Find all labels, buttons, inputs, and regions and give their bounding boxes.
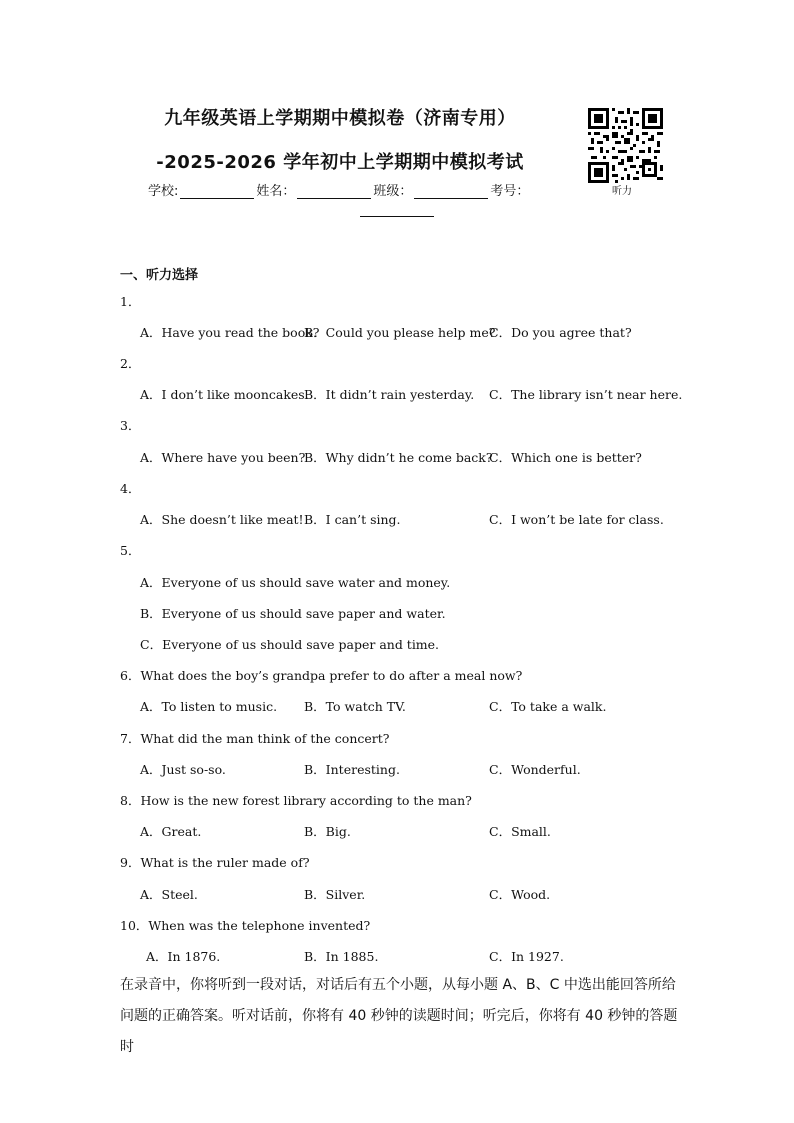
school-blank[interactable]: [180, 186, 254, 199]
question-number: 8．: [120, 793, 141, 808]
class-label: 班级：: [373, 184, 413, 199]
name-blank[interactable]: [297, 186, 371, 199]
option-c[interactable]: C．I won’t be late for class.: [489, 512, 664, 527]
option-b[interactable]: B．Big.: [304, 824, 351, 839]
option-c[interactable]: C．Do you agree that?: [489, 325, 632, 340]
option-b[interactable]: B．To watch TV.: [304, 699, 406, 714]
question-number: 5．: [120, 543, 141, 558]
question-number: 2．: [120, 356, 141, 371]
class-blank[interactable]: [414, 186, 488, 199]
question-number: 9．: [120, 855, 141, 870]
exam-title-line1: 九年级英语上学期期中模拟卷（济南专用）: [164, 108, 516, 129]
question-text: When was the telephone invented?: [148, 918, 371, 933]
instructions-paragraph: 在录音中，你将听到一段对话，对话后有五个小题，从每小题 A、B、C 中选出能回答所给问题的正确答案。听对话前，你将有 40 秒钟的读题时间；听完后，你将有 40 秒钟的答题时: [120, 977, 678, 1055]
question-text: What is the ruler made of?: [140, 855, 310, 870]
question-number: 10．: [120, 918, 149, 933]
qr-label: 听力: [612, 186, 632, 197]
exam-no-label: 考号：: [490, 184, 530, 199]
option-a[interactable]: A．Where have you been?: [140, 450, 306, 465]
question-number: 6．: [120, 668, 141, 683]
option-c[interactable]: C．Small.: [489, 824, 551, 839]
option-c[interactable]: C．In 1927.: [489, 949, 564, 964]
question-stem: [120, 916, 370, 934]
school-label: 学校:: [148, 184, 179, 199]
option-b[interactable]: B．In 1885.: [304, 949, 379, 964]
option-c[interactable]: C．Everyone of us should save paper and time.: [140, 637, 440, 652]
option-b[interactable]: B．Why didn’t he come back?: [304, 450, 493, 465]
question-text: How is the new forest library according to the man?: [140, 793, 472, 808]
question-text: What did the man think of the concert?: [140, 731, 390, 746]
option-b[interactable]: B．It didn’t rain yesterday.: [304, 387, 475, 402]
question-stem: [120, 666, 522, 684]
option-b[interactable]: B．I can’t sing.: [304, 512, 401, 527]
option-c[interactable]: C．To take a walk.: [489, 699, 607, 714]
option-b[interactable]: B．Interesting.: [304, 762, 400, 777]
student-info-row: [148, 180, 529, 199]
option-a[interactable]: A．In 1876.: [146, 949, 221, 964]
exam-no-blank[interactable]: [360, 202, 434, 217]
option-c[interactable]: C．Wonderful.: [489, 762, 581, 777]
question-number: 3．: [120, 418, 141, 433]
question-stem: [120, 853, 310, 871]
option-a[interactable]: A．Great.: [140, 824, 202, 839]
option-a[interactable]: A．Just so-so.: [140, 762, 226, 777]
question-stem: [120, 791, 472, 809]
option-c[interactable]: C．The library isn’t near here.: [489, 387, 683, 402]
exam-title-line2: -2025-2026 学年初中上学期期中模拟考试: [156, 152, 524, 173]
question-number: 4．: [120, 481, 141, 496]
option-a[interactable]: A．I don’t like mooncakes.: [140, 387, 309, 402]
option-b[interactable]: B．Silver.: [304, 887, 366, 902]
question-number: 7．: [120, 731, 141, 746]
option-b[interactable]: B．Could you please help me?: [304, 325, 496, 340]
section-title: 一、听力选择: [120, 268, 199, 283]
option-a[interactable]: A．She doesn’t like meat!: [140, 512, 304, 527]
question-stem: [120, 729, 389, 747]
name-label: 姓名：: [256, 184, 296, 199]
option-c[interactable]: C．Wood.: [489, 887, 551, 902]
option-a[interactable]: A．To listen to music.: [140, 699, 278, 714]
option-a[interactable]: A．Everyone of us should save water and money.: [140, 575, 451, 590]
option-a[interactable]: A．Have you read the book?: [140, 325, 320, 340]
question-text: What does the boy’s grandpa prefer to do after a meal now?: [140, 668, 523, 683]
qr-code-icon[interactable]: [588, 108, 663, 183]
option-a[interactable]: A．Steel.: [140, 887, 198, 902]
question-number: 1．: [120, 294, 141, 309]
option-c[interactable]: C．Which one is better?: [489, 450, 642, 465]
option-b[interactable]: B．Everyone of us should save paper and water.: [140, 606, 446, 621]
